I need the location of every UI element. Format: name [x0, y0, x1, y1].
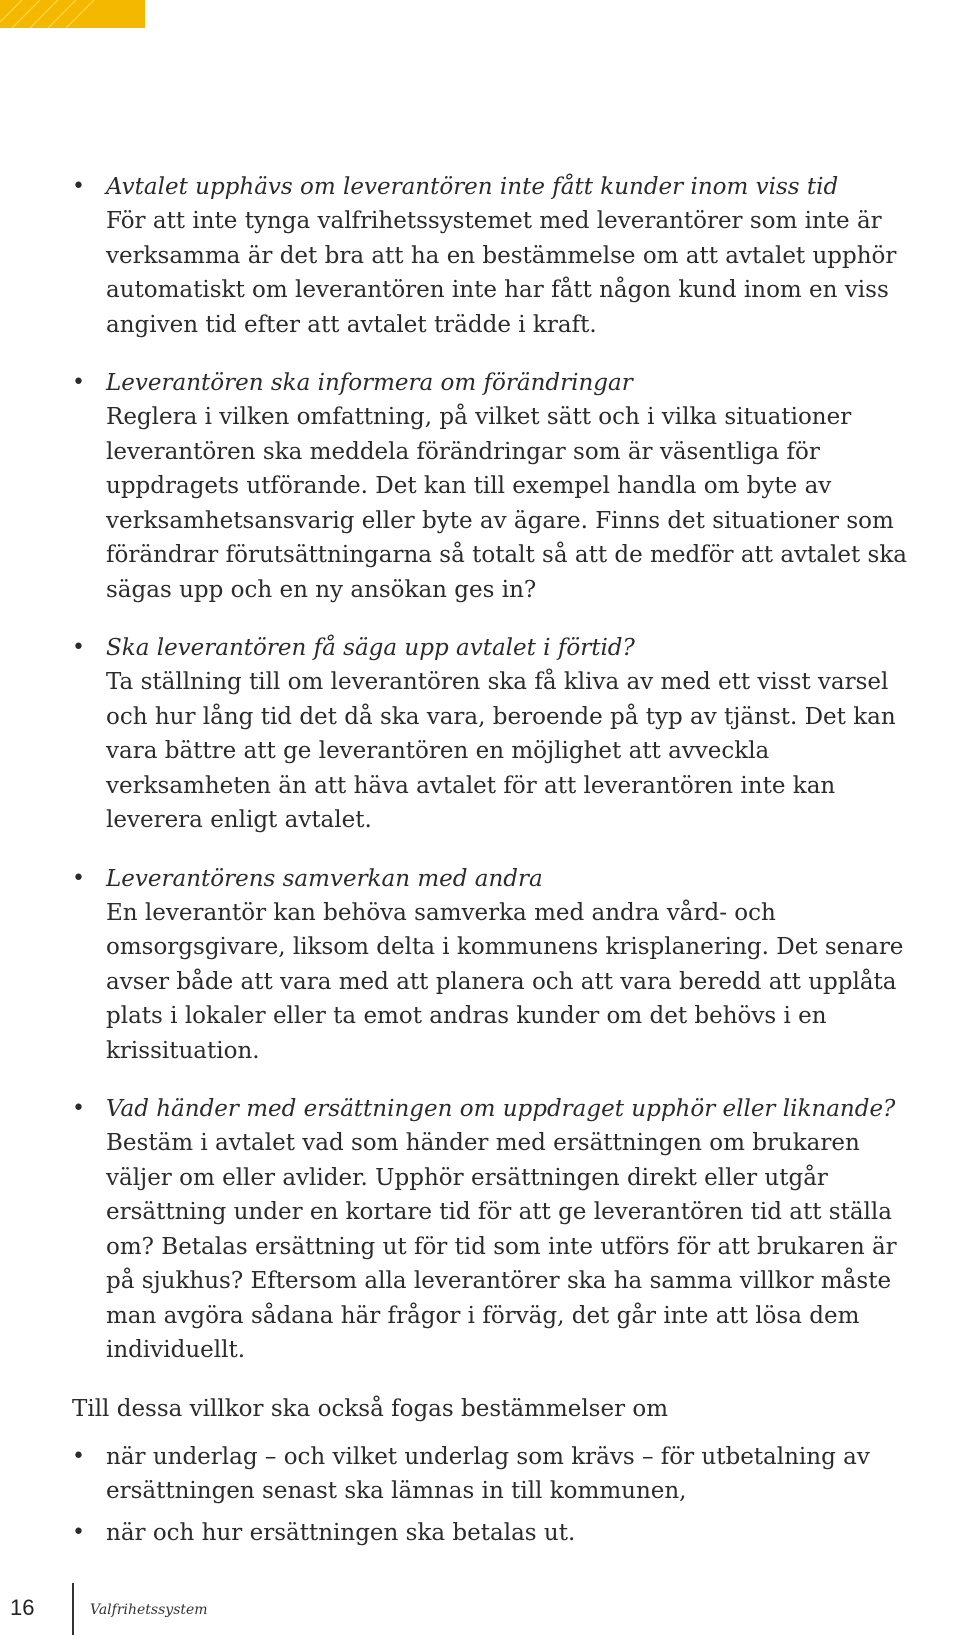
closing-list [72, 1440, 930, 1550]
list-item [72, 1092, 930, 1368]
list-item [72, 1516, 930, 1550]
list-item [72, 170, 930, 342]
page-content [72, 170, 930, 1558]
item-heading: • Leverantören ska informera om förändringar [106, 370, 633, 396]
item-body: Ta ställning till om leverantören ska få kliva av med ett visst varsel och hur lång tid det då ska vara, beroende på typ av tjänst. Det kan vara bättre att ge leverantören en möjlighet att avveckla verksamheten än att häva avtalet för att leverantören inte kan leverera enligt avtalet. [106, 669, 896, 833]
list-item [72, 631, 930, 838]
item-heading: • Avtalet upphävs om leverantören inte fått kunder inom viss tid [106, 174, 839, 200]
item-body: Bestäm i avtalet vad som händer med ersättningen om brukaren väljer om eller avlider. Upphör ersättningen direkt eller utgår ersättning under en kortare tid för att ge leverantören tid att ställa om? Betalas ersättning ut för tid som inte utförs för att brukaren är på sjukhus? Eftersom alla leverantörer ska ha samma villkor måste man avgöra sådana här frågor i förväg, det går inte att lösa dem individuellt. [106, 1130, 897, 1363]
running-title: Valfrihetssystem [90, 1602, 208, 1618]
list-item-text: när underlag – och vilket underlag som krävs – för utbetalning av ersättningen senast ska lämnas in till kommunen, [106, 1443, 870, 1504]
item-heading: • Leverantörens samverkan med andra [106, 865, 543, 892]
item-body: Reglera i vilken omfattning, på vilket sätt och i vilka situationer leverantören ska meddela förändringar som är väsentliga för uppdragets utförande. Det kan till exempel handla om byte av verksamhetsansvarig eller byte av ägare. Finns det situationer som förändrar förutsättningarna så totalt så att de medför att avtalet ska sägas upp och en ny ansökan ges in? [106, 404, 907, 603]
item-heading: • Vad händer med ersättningen om uppdraget upphör eller liknande? [106, 1096, 896, 1122]
list-item [72, 366, 930, 607]
conditions-list [72, 170, 930, 1368]
list-item [72, 862, 930, 1069]
corner-decoration [0, 0, 145, 28]
footer-divider [72, 1583, 74, 1635]
item-heading: • Ska leverantören få säga upp avtalet i förtid? [106, 635, 635, 661]
item-body: För att inte tynga valfrihetssystemet med leverantörer som inte är verksamma är det bra att ha en bestämmelse om att avtalet upphör automatiskt om leverantören inte har fått någon kund inom en viss angiven tid efter att avtalet trädde i kraft. [106, 208, 897, 338]
item-body: En leverantör kan behöva samverka med andra vård- och omsorgsgivare, liksom delta i kommunens krisplanering. Det senare avser både att vara med att planera och att vara beredd att upplåta plats i lokaler eller ta emot andras kunder om det behövs i en krissituation. [106, 899, 904, 1064]
page-footer [0, 1583, 400, 1637]
intro-paragraph: Till dessa villkor ska också fogas bestämmelser om [72, 1395, 669, 1422]
list-item [72, 1440, 930, 1508]
list-item-text: när och hur ersättningen ska betalas ut. [106, 1519, 576, 1546]
page-number: 16 [10, 1595, 35, 1620]
